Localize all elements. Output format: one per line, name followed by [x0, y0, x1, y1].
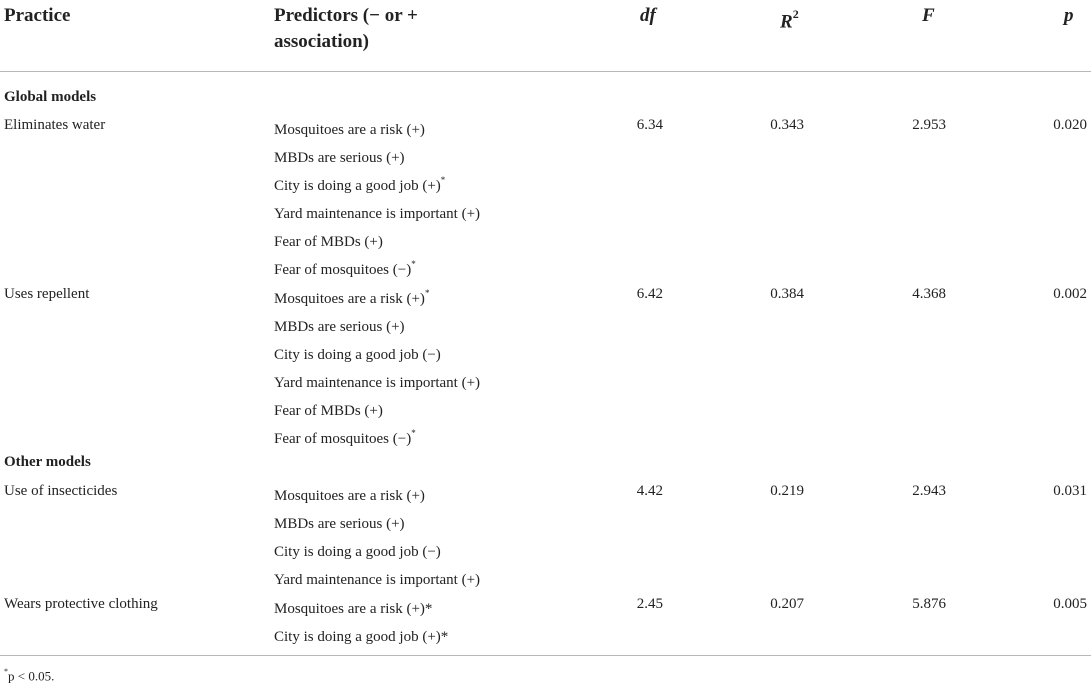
predictor-cell	[274, 171, 445, 196]
predictor-cell	[274, 396, 383, 421]
predictor-cell	[274, 312, 405, 337]
p-cell: 0.005	[1053, 596, 1087, 612]
table-row	[0, 368, 1091, 391]
p-cell: 0.020	[1053, 117, 1087, 133]
predictor-text: City is doing a good job (−)	[274, 347, 441, 363]
f-cell: 5.876	[912, 596, 946, 612]
f-cell: 4.368	[912, 286, 946, 302]
significance-mark: *	[440, 175, 446, 185]
column-header-practice: Practice	[4, 5, 71, 26]
column-header-p: p	[1064, 5, 1074, 26]
table-row	[0, 312, 1091, 335]
footer-divider	[0, 655, 1091, 656]
r2-cell: 0.207	[770, 596, 804, 612]
column-header-predictors-line1: Predictors (− or +	[274, 5, 418, 26]
section-title-global-models: Global models	[4, 89, 97, 105]
table-row	[0, 396, 1091, 419]
predictor-text: Mosquitoes are a risk (+)*	[274, 601, 433, 617]
predictor-cell	[274, 340, 441, 365]
predictor-text: City is doing a good job (−)	[274, 544, 441, 560]
table-row	[0, 255, 1091, 278]
predictor-cell	[274, 424, 416, 449]
practice-cell: Wears protective clothing	[4, 596, 158, 612]
f-cell: 2.953	[912, 117, 946, 133]
predictor-cell	[274, 284, 429, 309]
predictor-cell	[274, 481, 425, 506]
practice-cell: Eliminates water	[4, 117, 106, 133]
table-row	[0, 340, 1091, 363]
table-row	[0, 143, 1091, 166]
column-header-predictors-line2: association)	[274, 31, 369, 52]
table-row	[0, 284, 1091, 307]
predictor-cell	[274, 143, 405, 168]
table-row	[0, 509, 1091, 532]
predictor-text: Fear of mosquitoes (−)	[274, 262, 412, 278]
column-header-r2-base: R	[780, 11, 793, 33]
column-header-r2-exponent: 2	[792, 7, 799, 21]
p-cell: 0.031	[1053, 483, 1087, 499]
r2-cell: 0.343	[770, 117, 804, 133]
significance-mark: *	[411, 259, 416, 269]
table-row	[0, 622, 1091, 645]
predictor-text: City is doing a good job (+)	[274, 178, 441, 194]
practice-cell: Uses repellent	[4, 286, 90, 302]
predictor-text: Mosquitoes are a risk (+)	[274, 488, 425, 504]
table-row	[0, 171, 1091, 194]
r2-cell: 0.219	[770, 483, 804, 499]
column-header-f: F	[922, 5, 935, 26]
practice-cell: Use of insecticides	[4, 483, 118, 499]
significance-mark: *	[424, 288, 430, 298]
predictor-cell	[274, 227, 383, 252]
df-cell: 6.42	[636, 286, 663, 302]
predictor-text: Yard maintenance is important (+)	[274, 375, 481, 391]
header-divider	[0, 71, 1091, 72]
table-row	[0, 199, 1091, 222]
predictor-text: MBDs are serious (+)	[274, 319, 405, 335]
table-row	[0, 537, 1091, 560]
predictor-text: Fear of MBDs (+)	[274, 403, 383, 419]
predictor-text: MBDs are serious (+)	[274, 150, 405, 166]
p-cell: 0.002	[1053, 286, 1087, 302]
column-header-predictors	[274, 3, 534, 55]
footnote-mark: *	[4, 667, 8, 676]
predictor-text: Fear of mosquitoes (−)	[274, 431, 412, 447]
predictor-cell	[274, 509, 405, 534]
section-title-other-models: Other models	[4, 454, 91, 470]
table-row	[0, 424, 1091, 447]
table-row	[0, 565, 1091, 588]
f-cell: 2.943	[912, 483, 946, 499]
predictor-cell	[274, 565, 480, 590]
predictor-cell	[274, 537, 441, 562]
column-header-df: df	[640, 5, 656, 26]
predictor-cell	[274, 368, 480, 393]
table-row	[0, 115, 1091, 138]
predictor-text: Mosquitoes are a risk (+)	[274, 291, 425, 307]
df-cell: 2.45	[636, 596, 663, 612]
r2-cell: 0.384	[770, 286, 804, 302]
significance-mark: *	[411, 428, 416, 438]
predictor-text: Mosquitoes are a risk (+)	[274, 122, 425, 138]
table-row	[0, 481, 1091, 504]
df-cell: 6.34	[636, 117, 663, 133]
predictor-cell	[274, 199, 480, 224]
predictor-text: City is doing a good job (+)*	[274, 629, 449, 645]
predictor-cell	[274, 594, 432, 619]
predictor-cell	[274, 115, 425, 140]
predictor-text: Fear of MBDs (+)	[274, 234, 383, 250]
table-row	[0, 594, 1091, 617]
predictor-text: Yard maintenance is important (+)	[274, 206, 481, 222]
table-row	[0, 227, 1091, 250]
predictor-text: Yard maintenance is important (+)	[274, 572, 481, 588]
predictor-text: MBDs are serious (+)	[274, 516, 405, 532]
predictor-cell	[274, 255, 416, 280]
df-cell: 4.42	[636, 483, 663, 499]
column-header-r2	[780, 3, 799, 35]
predictor-cell	[274, 622, 448, 647]
footnote	[4, 664, 54, 685]
footnote-text: p < 0.05.	[8, 668, 55, 684]
